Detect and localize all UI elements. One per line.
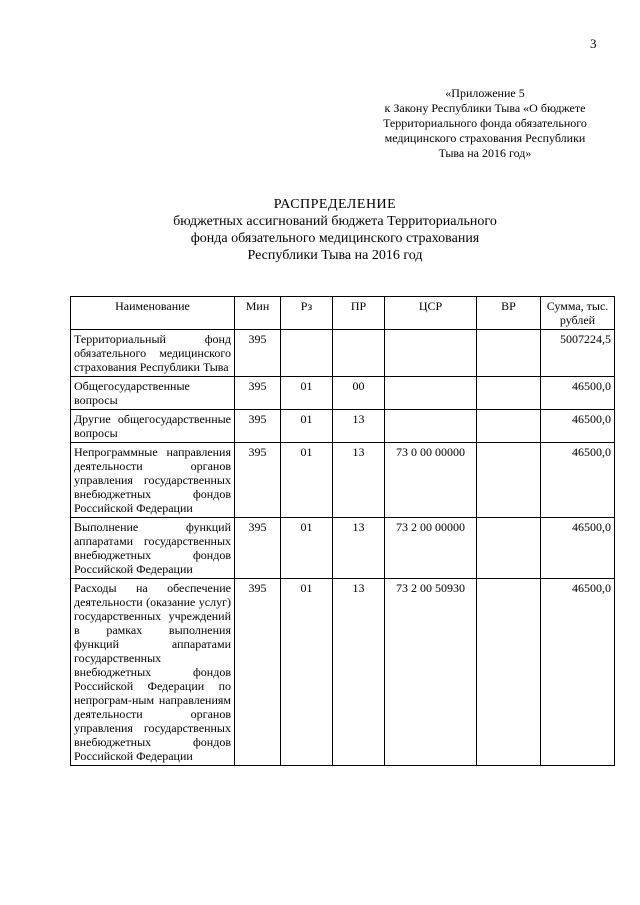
title-main: РАСПРЕДЕЛЕНИЕ bbox=[273, 197, 397, 212]
appendix-line: медицинского страхования Республики bbox=[384, 131, 586, 145]
cell-csr: 73 0 00 00000 bbox=[385, 443, 477, 518]
title-line: фонда обязательного медицинского страхования bbox=[190, 231, 480, 246]
cell-vr bbox=[477, 330, 541, 377]
cell-sum: 46500,0 bbox=[541, 377, 615, 410]
header-pr: ПР bbox=[333, 297, 385, 330]
cell-vr bbox=[477, 579, 541, 766]
cell-csr bbox=[385, 330, 477, 377]
cell-min: 395 bbox=[235, 330, 281, 377]
cell-rz: 01 bbox=[281, 579, 333, 766]
header-csr: ЦСР bbox=[385, 297, 477, 330]
cell-min: 395 bbox=[235, 443, 281, 518]
cell-sum: 46500,0 bbox=[541, 443, 615, 518]
header-vr: ВР bbox=[477, 297, 541, 330]
cell-name: Выполнение функций аппаратами государственных внебюджетных фондов Российской Федерации bbox=[71, 518, 235, 579]
table-row bbox=[71, 443, 615, 518]
cell-vr bbox=[477, 443, 541, 518]
cell-name: Непрограммные направления деятельности органов управления государственных внебюджетных фондов Российской Федерации bbox=[71, 443, 235, 518]
header-name: Наименование bbox=[71, 297, 235, 330]
header-sum: Сумма, тыс. рублей bbox=[541, 297, 615, 330]
table-row bbox=[71, 330, 615, 377]
cell-min: 395 bbox=[235, 518, 281, 579]
title-line: бюджетных ассигнований бюджета Территориального bbox=[173, 214, 497, 229]
cell-sum: 46500,0 bbox=[541, 579, 615, 766]
cell-pr: 00 bbox=[333, 377, 385, 410]
cell-min: 395 bbox=[235, 410, 281, 443]
cell-pr bbox=[333, 330, 385, 377]
cell-name: Расходы на обеспечение деятельности (оказание услуг) государственных учреждений в рамках выполнения функций аппаратами государственных внебюджетных фондов Российской Федерации по непрограм-ным направлениям деятельности органов управления государственных внебюджетных фондов Российской Федерации bbox=[71, 579, 235, 766]
cell-rz: 01 bbox=[281, 410, 333, 443]
budget-table bbox=[70, 296, 615, 766]
appendix-line: «Приложение 5 bbox=[445, 86, 525, 100]
document-title bbox=[120, 196, 550, 264]
title-line: Республики Тыва на 2016 год bbox=[247, 248, 423, 263]
header-rz: Рз bbox=[281, 297, 333, 330]
appendix-reference bbox=[360, 86, 610, 161]
table-header-row bbox=[71, 297, 615, 330]
table-row bbox=[71, 518, 615, 579]
cell-sum: 5007224,5 bbox=[541, 330, 615, 377]
cell-name: Территориальный фонд обязательного медицинского страхования Республики Тыва bbox=[71, 330, 235, 377]
cell-name: Другие общегосударственные вопросы bbox=[71, 410, 235, 443]
cell-pr: 13 bbox=[333, 579, 385, 766]
appendix-line: Территориального фонда обязательного bbox=[383, 116, 587, 130]
table-row bbox=[71, 377, 615, 410]
cell-csr bbox=[385, 377, 477, 410]
cell-pr: 13 bbox=[333, 518, 385, 579]
cell-pr: 13 bbox=[333, 443, 385, 518]
cell-vr bbox=[477, 518, 541, 579]
cell-name: Общегосударственные вопросы bbox=[71, 377, 235, 410]
cell-rz: 01 bbox=[281, 443, 333, 518]
cell-vr bbox=[477, 410, 541, 443]
cell-rz: 01 bbox=[281, 377, 333, 410]
table-row bbox=[71, 410, 615, 443]
cell-csr: 73 2 00 50930 bbox=[385, 579, 477, 766]
cell-csr: 73 2 00 00000 bbox=[385, 518, 477, 579]
appendix-line: Тыва на 2016 год» bbox=[438, 146, 532, 160]
cell-min: 395 bbox=[235, 579, 281, 766]
cell-min: 395 bbox=[235, 377, 281, 410]
header-min: Мин bbox=[235, 297, 281, 330]
cell-vr bbox=[477, 377, 541, 410]
table-row bbox=[71, 579, 615, 766]
cell-pr: 13 bbox=[333, 410, 385, 443]
cell-sum: 46500,0 bbox=[541, 410, 615, 443]
appendix-line: к Закону Республики Тыва «О бюджете bbox=[384, 101, 586, 115]
cell-rz: 01 bbox=[281, 518, 333, 579]
cell-sum: 46500,0 bbox=[541, 518, 615, 579]
cell-csr bbox=[385, 410, 477, 443]
cell-rz bbox=[281, 330, 333, 377]
page-number: 3 bbox=[590, 36, 597, 51]
